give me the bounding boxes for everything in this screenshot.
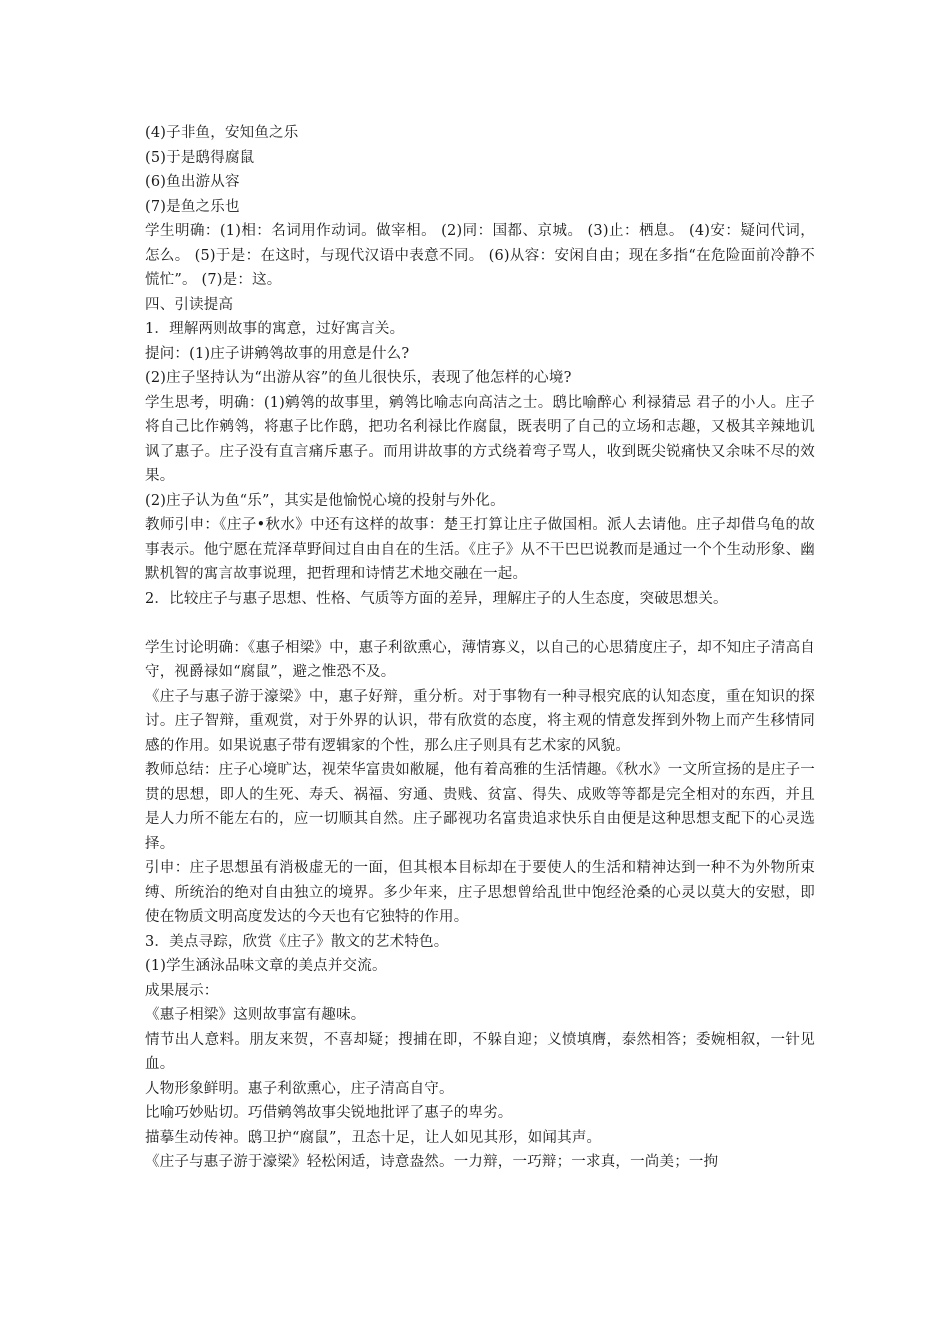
paragraph: (2)庄子坚持认为“出游从容”的鱼儿很快乐，表现了他怎样的心境? xyxy=(145,370,572,386)
paragraph: 成果展示： xyxy=(145,982,219,999)
paragraph: 教师引申：《庄子•秋水》中还有这样的故事：楚王打算让庄子做国相。派人去请他。庄子却借乌龟的故事表示。他宁愿在荒泽草野间过自由自在的生活。《庄子》从不干巴巴说教而是通过一个个生动形象、幽默机智的寓言故事说理，把哲理和诗情艺术地交融在一起。 xyxy=(145,517,815,582)
paragraph: 提问：(1)庄子讲鹓鸰故事的用意是什么? xyxy=(145,345,410,362)
paragraph: 1．理解两则故事的寓意，过好寓言关。 xyxy=(145,321,405,337)
paragraph: (4)子非鱼，安知鱼之乐 xyxy=(145,125,299,141)
paragraph: 《庄子与惠子游于濠梁》轻松闲适，诗意盎然。一力辩，一巧辩；一求真，一尚美；一拘 xyxy=(145,1154,719,1170)
document-body xyxy=(145,121,815,1175)
paragraph: 引申：庄子思想虽有消极虚无的一面，但其根本目标却在于要使人的生活和精神达到一种不为外物所束缚、所统治的绝对自由独立的境界。多少年来，庄子思想曾给乱世中饱经沧桑的心灵以莫大的安慰，即使在物质文明高度发达的今天也有它独特的作用。 xyxy=(145,860,815,925)
paragraph: (2)庄子认为鱼“乐”，其实是他愉悦心境的投射与外化。 xyxy=(145,492,505,509)
paragraph: 比喻巧妙贴切。巧借鹓鸰故事尖锐地批评了惠子的卑劣。 xyxy=(145,1105,513,1121)
paragraph: 《庄子与惠子游于濠梁》中，惠子好辩，重分析。对于事物有一种寻根究底的认知态度，重在知识的探讨。庄子智辩，重观赏，对于外界的认识，带有欣赏的态度，将主观的情意发挥到外物上而产生移情同感的作用。如果说惠子带有逻辑家的个性，那么庄子则具有艺术家的风貌。 xyxy=(145,688,815,754)
paragraph: (5)于是鸱得腐鼠 xyxy=(145,149,255,166)
paragraph: 情节出人意料。朋友来贺，不喜却疑；搜捕在即，不躲自迎；义愤填膺，泰然相答；委婉相叙，一针见血。 xyxy=(145,1031,815,1072)
paragraph: (7)是鱼之乐也 xyxy=(145,198,240,215)
paragraph: 教师总结：庄子心境旷达，视荣华富贵如敝屣，他有着高雅的生活情趣。《秋水》一文所宣扬的是庄子一贯的思想，即人的生死、寿夭、祸福、穷通、贵贱、贫富、得失、成败等等都是完全相对的东西，并且是人力所不能左右的，应一切顺其自然。庄子鄙视功名富贵追求快乐自由便是这种思想支配下的心灵选择。 xyxy=(145,762,815,852)
paragraph: 2．比较庄子与惠子思想、性格、气质等方面的差异，理解庄子的人生态度，突破思想关。 xyxy=(145,590,728,607)
paragraph: 人物形象鲜明。惠子利欲熏心，庄子清高自守。 xyxy=(145,1080,454,1097)
paragraph: 3．美点寻踪，欣赏《庄子》散文的艺术特色。 xyxy=(145,933,449,950)
blank-line xyxy=(145,611,815,636)
section-heading: 四、引读提高 xyxy=(145,296,234,313)
paragraph: 学生思考，明确：(1)鹓鸰的故事里，鹓鸰比喻志向高洁之士。鸱比喻醉心 利禄猜忌 君子的小人。庄子将自己比作鹓鸰，将惠子比作鸱，把功名利禄比作腐鼠，既表明了自己的立场和志趣，又极其辛辣地讥讽了惠子。庄子没有直言痛斥惠子。而用讲故事的方式绕着弯子骂人，收到既尖锐痛快又余味不尽的效果。 xyxy=(145,394,815,484)
paragraph: 学生明确：(1)相：名词用作动词。做宰相。 (2)同：国都、京城。 (3)止：栖息。 (4)安：疑问代词，怎么。 (5)于是：在这时，与现代汉语中表意不同。 (6)从容：安闲自由；现在多指“在危险面前冷静不慌忙”。 (7)是：这。 xyxy=(145,223,815,288)
paragraph: (6)鱼出游从容 xyxy=(145,174,240,190)
paragraph: 《惠子相梁》这则故事富有趣味。 xyxy=(145,1007,366,1023)
paragraph: (1)学生涵泳品味文章的美点并交流。 xyxy=(145,958,387,974)
paragraph: 学生讨论明确：《惠子相梁》中，惠子利欲熏心，薄情寡义，以自己的心思猜度庄子，却不知庄子清高自守，视爵禄如“腐鼠”，避之惟恐不及。 xyxy=(145,639,815,680)
paragraph: 描摹生动传神。鸱卫护“腐鼠”，丑态十足，让人如见其形，如闻其声。 xyxy=(145,1129,602,1146)
